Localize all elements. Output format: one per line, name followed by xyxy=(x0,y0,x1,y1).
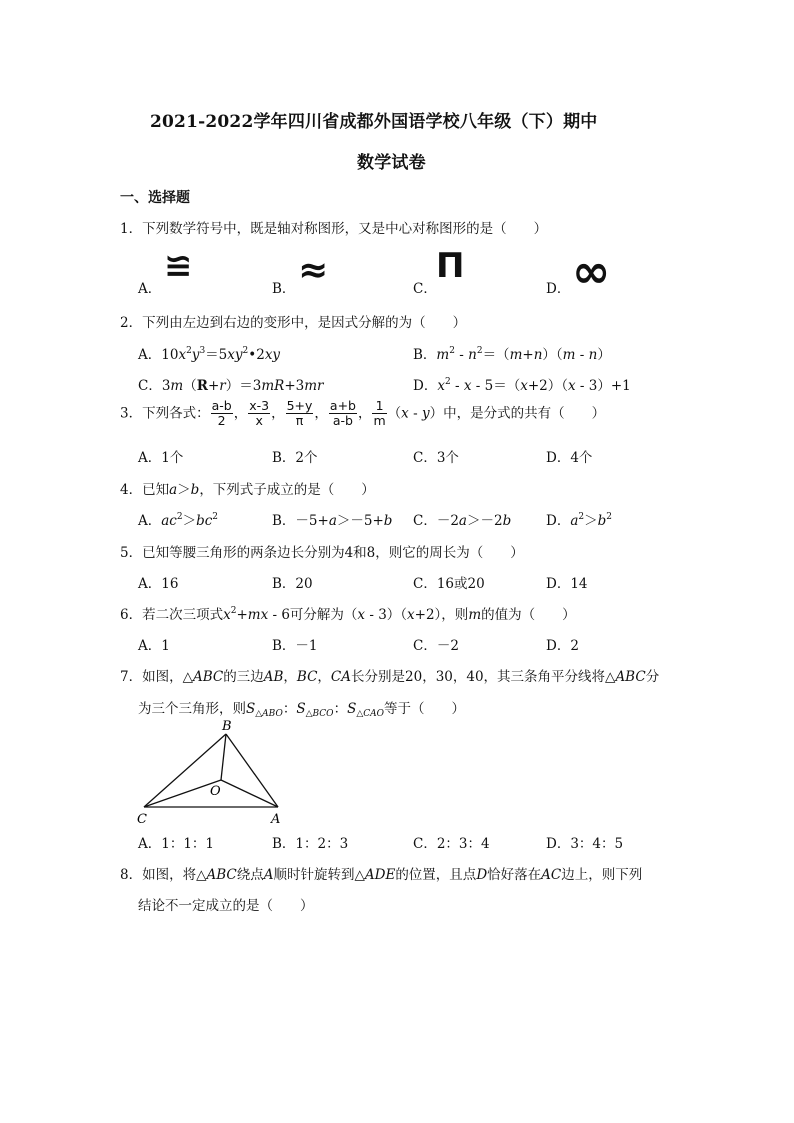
infinity-symbol: ∞ xyxy=(572,244,611,298)
question-8-line1: 8．如图，将△ABC绕点A顺时针旋转到△ADE的位置，且点D恰好落在AC边上，则下列 xyxy=(120,867,643,883)
side-ba xyxy=(226,734,278,807)
point-o-label: O xyxy=(210,784,221,799)
question-4-stem: 4．已知a＞b，下列式子成立的是（ ） xyxy=(120,482,375,498)
q3-option-b: B．2个 xyxy=(272,450,318,466)
q1-option-a-label: A． xyxy=(138,281,162,297)
bisector-bo xyxy=(221,734,226,780)
q2-option-c: C．3m（R+r）＝3mR+3mr xyxy=(138,378,324,394)
triangle-figure xyxy=(130,716,290,828)
q2-option-b: B．$m^2 - n^2=(m+n)(m - n)$ xyxy=(413,346,611,363)
q4-option-d: D．$a^2>b^2$ xyxy=(546,512,613,529)
fraction-1: $\frac{a-b}{2}$ xyxy=(211,398,232,429)
q7-option-b: B．1：2：3 xyxy=(272,836,349,852)
question-3-stem: 3．下列各式： $\frac{a-b}{2}$ ， $\frac{x-3}{x}$ ， $\frac{5+y}{\pi}$ ， $\frac{a+b}{a-b}$ ， $\frac{1}{m}$ （x - y）中，是分式的共有（ ） xyxy=(120,398,606,429)
q6-option-d: D．2 xyxy=(546,638,579,654)
bisector-ao xyxy=(221,780,278,807)
q3-prefix: 3．下列各式： xyxy=(120,405,210,422)
q7-option-c: C．2：3：4 xyxy=(413,836,490,852)
vertex-b-label: B xyxy=(222,719,232,734)
fraction-2: $\frac{x-3}{x}$ xyxy=(249,398,270,429)
page-title: 2021-2022学年四川省成都外国语学校八年级（下）期中 xyxy=(150,112,598,132)
q2-option-d: D．$x^2 - x - 5=(x+2)(x - 3)+1$ xyxy=(413,377,631,394)
approx-symbol: ≈ xyxy=(298,250,329,291)
fraction-5: $\frac{1}{m}$ xyxy=(373,398,386,429)
question-8-line2: 结论不一定成立的是（ ） xyxy=(138,898,314,914)
q1-option-c-label: C． xyxy=(413,281,437,297)
q5-option-c: C．16或20 xyxy=(413,576,485,592)
question-5-stem: 5．已知等腰三角形的两条边长分别为4和8，则它的周长为（ ） xyxy=(120,545,524,561)
q5-option-a: A．16 xyxy=(138,576,179,592)
q7-option-a: A．1：1：1 xyxy=(138,836,215,852)
fraction-4: $\frac{a+b}{a-b}$ xyxy=(329,398,356,429)
question-2-stem: 2．下列由左边到右边的变形中，是因式分解的为（ ） xyxy=(120,315,467,331)
q4-option-b: B．－5+a＞－5+b xyxy=(272,513,393,529)
page-subtitle: 数学试卷 xyxy=(357,153,426,173)
q6-option-a: A．1 xyxy=(138,638,170,654)
question-6-stem: 6．若二次三项式$x^2+mx - 6$可分解为（x - 3）（x+2），则m的值为（ ） xyxy=(120,606,576,623)
q7-option-d: D．3：4：5 xyxy=(546,836,624,852)
q1-option-b-label: B． xyxy=(272,281,296,297)
fraction-3: $\frac{5+y}{\pi}$ xyxy=(286,398,313,429)
q3-option-d: D．4个 xyxy=(546,450,593,466)
pi-symbol: Π xyxy=(436,246,465,286)
q3-suffix: （x - y）中，是分式的共有（ ） xyxy=(387,405,606,422)
question-7-line1: 7．如图，△ABC的三边AB，BC，CA长分别是20，30，40，其三条角平分线将△ABC分 xyxy=(120,669,660,685)
section-heading: 一、选择题 xyxy=(120,190,190,206)
q3-option-c: C．3个 xyxy=(413,450,459,466)
q3-option-a: A．1个 xyxy=(138,450,184,466)
q1-option-d-label: D． xyxy=(546,281,571,297)
vertex-c-label: C xyxy=(137,812,147,827)
q2-option-a: A．$10x^2y^3=5xy^2•2xy$ xyxy=(138,346,281,363)
q6-option-c: C．－2 xyxy=(413,638,459,654)
q5-option-d: D．14 xyxy=(546,576,588,592)
q4-option-a: A．$ac^2>bc^2$ xyxy=(138,512,219,529)
q4-option-c: C．－2a＞－2b xyxy=(413,513,512,529)
question-7-line2: 为三个三角形，则$S_{\triangle ABO}$：$S_{\triangle BCO}$：$S_{\triangle CAO}$等于（ ） xyxy=(138,701,465,719)
congruent-symbol: ≌ xyxy=(164,246,193,286)
q5-option-b: B．20 xyxy=(272,576,313,592)
vertex-a-label: A xyxy=(271,812,281,827)
question-1-stem: 1．下列数学符号中，既是轴对称图形，又是中心对称图形的是（ ） xyxy=(120,221,548,237)
q6-option-b: B．－1 xyxy=(272,638,318,654)
